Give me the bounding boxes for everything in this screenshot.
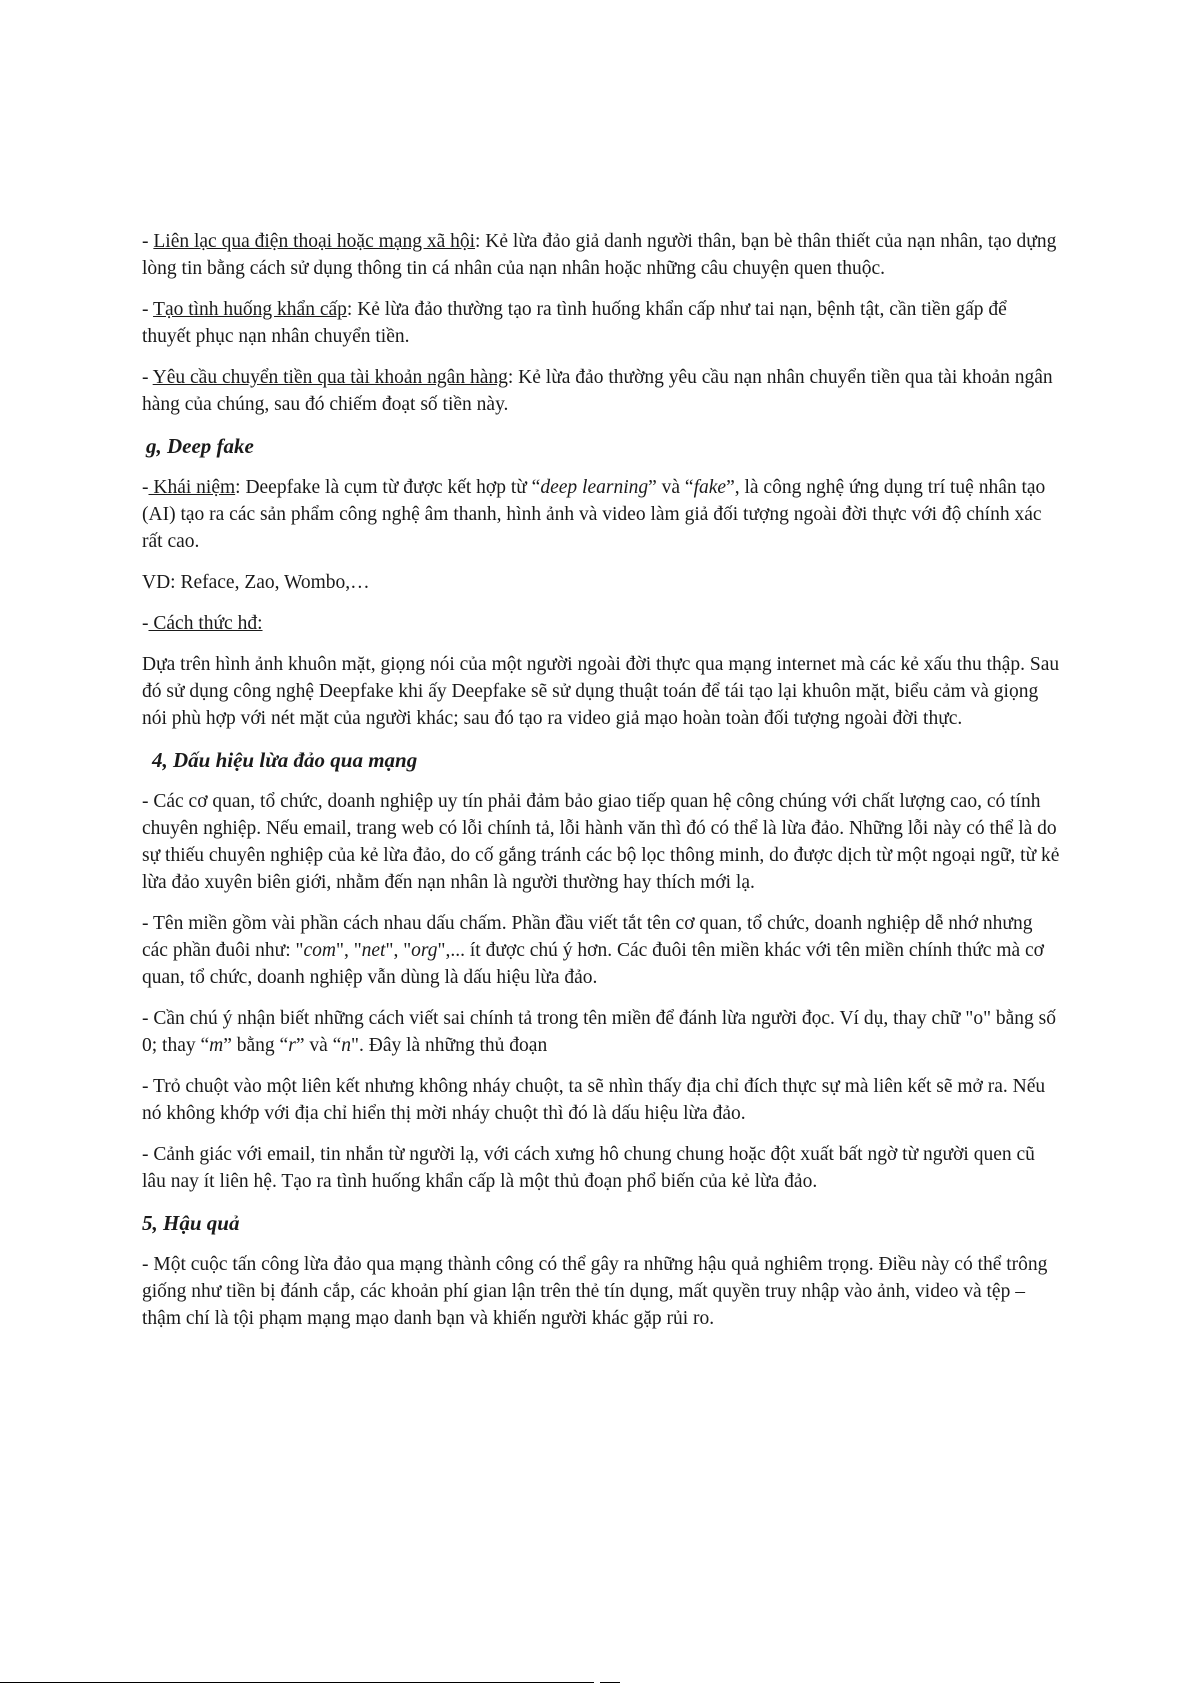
paragraph-emergency: - Tạo tình huống khẩn cấp: Kẻ lừa đảo thường tạo ra tình huống khẩn cấp như tai nạn, bệnh tật, cần tiền gấp để thuyết phục nạn nhân chuyển tiền.	[142, 299, 1007, 347]
term-contact-method: Liên lạc qua điện thoại hoặc mạng xã hội	[153, 231, 476, 252]
paragraph-sign-quality: - Các cơ quan, tổ chức, doanh nghiệp uy tín phải đảm bảo giao tiếp quan hệ công chúng với chất lượng cao, có tính chuyên nghiệp. Nếu email, trang web có lỗi chính tả, lỗi hành văn thì đó có thể là lừa đảo. Những lỗi này có thể là do sự thiếu chuyên nghiệp của kẻ lừa đảo, do cố gắng tránh các bộ lọc thông minh, do được dịch từ một ngoại ngữ, từ kẻ lừa đảo xuyên biên giới, nhằm đến nạn nhân là người thường hay thích mới lạ.	[142, 791, 1060, 893]
heading-scam-signs: 4, Dấu hiệu lừa đảo qua mạng	[152, 748, 418, 772]
paragraph-sign-spelling: - Cần chú ý nhận biết những cách viết sai chính tả trong tên miền để đánh lừa người đọc. Ví dụ, thay chữ "o" bằng số 0; thay “m” bằng “r” và “n". Đây là những thủ đoạn	[142, 1008, 1057, 1056]
heading-deep-fake: g, Deep fake	[146, 434, 254, 458]
paragraph-contact-method: - Liên lạc qua điện thoại hoặc mạng xã hội: Kẻ lừa đảo giả danh người thân, bạn bè thân thiết của nạn nhân, tạo dựng lòng tin bằng cách sử dụng thông tin cá nhân của nạn nhân hoặc những câu chuyện quen thuộc.	[142, 231, 1057, 279]
term-method: Cách thức hđ:	[148, 613, 263, 634]
paragraph-deepfake-concept: - Khái niệm: Deepfake là cụm từ được kết hợp từ “deep learning” và “fake”, là công nghệ ứng dụng trí tuệ nhân tạo (AI) tạo ra các sản phẩm công nghệ âm thanh, hình ảnh và video làm giả đối tượng ngoài đời thực với độ chính xác rất cao.	[142, 477, 1046, 552]
page-bottom-divider-short	[600, 1682, 620, 1683]
term-emergency: Tạo tình huống khẩn cấp	[153, 299, 347, 320]
term-bank-transfer: Yêu cầu chuyển tiền qua tài khoản ngân hàng	[152, 367, 508, 388]
paragraph-sign-stranger: - Cảnh giác với email, tin nhắn từ người lạ, với cách xưng hô chung chung hoặc đột xuất bất ngờ từ người quen cũ lâu nay ít liên hệ. Tạo ra tình huống khẩn cấp là một thủ đoạn phổ biến của kẻ lừa đảo.	[142, 1144, 1035, 1192]
paragraph-sign-hover-link: - Trỏ chuột vào một liên kết nhưng không nháy chuột, ta sẽ nhìn thấy địa chỉ đích thực sự mà liên kết sẽ mở ra. Nếu nó không khớp với địa chỉ hiển thị mời nháy chuột thì đó là dấu hiệu lừa đảo.	[142, 1076, 1046, 1124]
term-concept: Khái niệm	[148, 477, 236, 498]
paragraph-method-desc: Dựa trên hình ảnh khuôn mặt, giọng nói của một người ngoài đời thực qua mạng internet mà các kẻ xấu thu thập. Sau đó sử dụng công nghệ Deepfake khi ấy Deepfake sẽ sử dụng thuật toán để tái tạo lại khuôn mặt, biểu cảm và giọng nói phù hợp với nét mặt của người khác; sau đó tạo ra video giả mạo hoàn toàn đối tượng ngoài đời thực.	[142, 654, 1060, 729]
paragraph-sign-domain: - Tên miền gồm vài phần cách nhau dấu chấm. Phần đầu viết tắt tên cơ quan, tổ chức, doanh nghiệp dễ nhớ nhưng các phần đuôi như: "com", "net", "org",... ít được chú ý hơn. Các đuôi tên miền khác với tên miền chính thức mà cơ quan, tổ chức, doanh nghiệp vẫn dùng là dấu hiệu lừa đảo.	[142, 913, 1044, 988]
page-bottom-divider	[0, 1682, 594, 1683]
heading-consequences: 5, Hậu quả	[142, 1211, 240, 1235]
paragraph-method-label: - Cách thức hđ:	[142, 613, 263, 634]
paragraph-bank-transfer: - Yêu cầu chuyển tiền qua tài khoản ngân hàng: Kẻ lừa đảo thường yêu cầu nạn nhân chuyển tiền qua tài khoản ngân hàng của chúng, sau đó chiếm đoạt số tiền này.	[142, 367, 1053, 415]
document-page	[142, 228, 1060, 1346]
paragraph-consequences: - Một cuộc tấn công lừa đảo qua mạng thành công có thể gây ra những hậu quả nghiêm trọng. Điều này có thể trông giống như tiền bị đánh cắp, các khoản phí gian lận trên thẻ tín dụng, mất quyền truy nhập vào ảnh, video và tệp – thậm chí là tội phạm mạng mạo danh bạn và khiến người khác gặp rủi ro.	[142, 1254, 1048, 1329]
paragraph-examples: VD: Reface, Zao, Wombo,…	[142, 572, 370, 593]
